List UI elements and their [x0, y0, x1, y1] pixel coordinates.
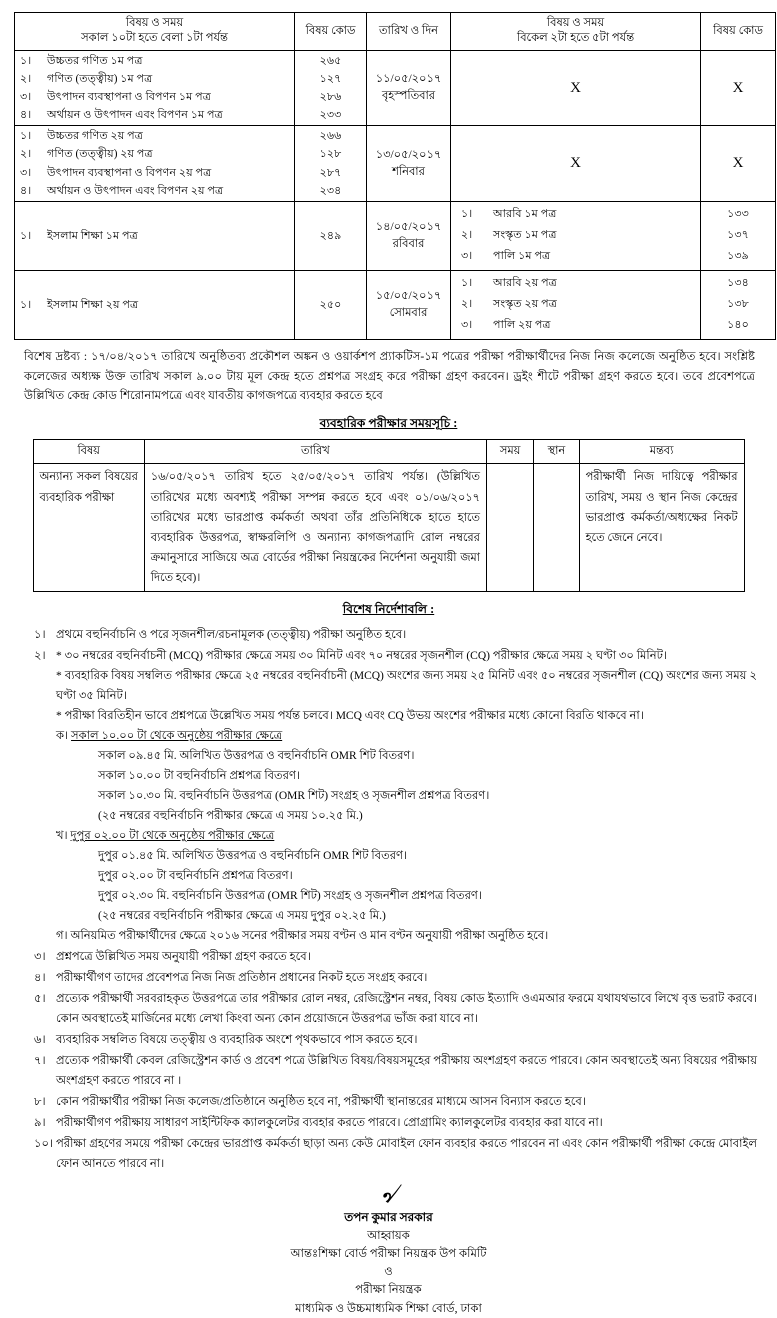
instruction-text: প্রত্যেক পরীক্ষার্থী সরবরাহকৃত উত্তরপত্রে তার পরীক্ষার রোল নম্বর, রেজিস্ট্রেশন নম্বর, বিষয় কোড ইত্যাদি ওএমআর ফরমে যথাযথভাবে লিখে বৃত্ত ভরাট করবে। কোন অবস্থাতেই মার্জিনের মধ্যে লেখা কিংবা অন্য কোন প্রয়োজনে উত্তরপত্র ভাঁজ করা যাবে না।: [56, 992, 757, 1025]
routine-table-row: [15, 201, 776, 270]
header-afternoon-line1: বিষয় ও সময়: [546, 17, 605, 29]
practical-header-remark: মন্তব্য: [579, 440, 744, 464]
routine-table-row: [15, 126, 776, 202]
instruction-body: [56, 1092, 757, 1112]
morning-subject-item: [15, 296, 294, 314]
subject-code: ২৩৪: [319, 184, 342, 197]
instruction-number: ৯।: [34, 1116, 46, 1129]
exam-date: ১৩/০৫/২০১৭: [375, 148, 442, 161]
practical-cell-subject: অন্যান্য সকল বিষয়ের ব্যবহারিক পরীক্ষা: [33, 464, 144, 592]
subject-name: গণিত (তত্ত্বীয়) ১ম পত্র: [47, 72, 153, 85]
instruction-body: [56, 1030, 757, 1050]
routine-cell-morning-codes: [295, 126, 367, 202]
instruction-item: [22, 947, 757, 967]
instruction-text: পরীক্ষা গ্রহণের সময়ে পরীক্ষা কেন্দ্রের ভারপ্রাপ্ত কর্মকর্তা ছাড়া অন্য কেউ মোবাইল ফোন ব্যবহার করতে পারবেন না এবং কোন পরীক্ষার্থী পরীক্ষা কেন্দ্রে মোবাইল ফোন আনতে পারবে না।: [56, 1137, 757, 1170]
morning-subject-item: [15, 164, 294, 182]
instruction-item: [22, 968, 757, 988]
instruction-number: ৩।: [34, 950, 46, 963]
morning-subject-item: [15, 145, 294, 163]
subject-serial: ৩।: [461, 319, 473, 332]
instruction-text: পরীক্ষার্থীগণ তাদের প্রবেশপত্র নিজ নিজ প্রতিষ্ঠান প্রধানের নিকট হতে সংগ্রহ করবে।: [56, 971, 428, 984]
subject-code: ১২৮: [319, 148, 342, 161]
routine-cell-morning-codes: [295, 50, 367, 126]
practical-header-time: সময়: [486, 440, 533, 464]
instruction-number: ১০।: [34, 1137, 54, 1150]
practical-cell-time: [486, 464, 533, 592]
subject-name: সংস্কৃত ১ম পত্র: [493, 229, 557, 242]
instruction-item: [22, 1134, 757, 1174]
exam-day: শনিবার: [392, 165, 425, 178]
routine-cell-morning-subjects: [15, 201, 295, 270]
routine-header-row: [15, 13, 776, 51]
instruction-sub-detail: দুপুর ০২.০০ টা বহুনির্বাচনি প্রশ্নপত্র বিতরণ।: [98, 869, 293, 882]
routine-table-row: [15, 270, 776, 339]
subject-code: ২৪৯: [319, 229, 342, 242]
subject-name: ইসলাম শিক্ষা ১ম পত্র: [47, 229, 138, 242]
practical-header-row: [33, 440, 744, 464]
routine-table: [14, 12, 776, 340]
subject-code: ২৬৫: [319, 54, 342, 67]
instruction-number: ২।: [34, 649, 46, 662]
instruction-sub-note: * ব্যবহারিক বিষয় সম্বলিত পরীক্ষার ক্ষেত্রে ২৫ নম্বরের বহুনির্বাচনী (MCQ) অংশের জন্য সময় ২৫ মিনিট এবং ৫০ নম্বরের সৃজনশীল (CQ) অংশের জন্য সময় ২ ঘণ্টা ৩৫ মিনিট।: [56, 669, 757, 702]
instruction-sub-detail: সকাল ০৯.৪৫ মি. অলিখিত উত্তরপত্র ও বহুনির্বাচনি OMR শিট বিতরণ।: [98, 749, 415, 762]
instruction-text: কোন পরীক্ষার্থীর পরীক্ষা নিজ কলেজ/প্রতিষ্ঠানে অনুষ্ঠিত হবে না, পরীক্ষার্থী স্থানান্তরের মাধ্যমে আসন বিন্যাস করতে হবে।: [56, 1095, 586, 1108]
handwritten-signature-icon: ৵: [380, 1176, 397, 1210]
instruction-body: [56, 1134, 757, 1174]
instruction-sub-detail: (২৫ নম্বরের বহুনির্বাচনি পরীক্ষার ক্ষেত্রে এ সময় দুপুর ০২.২৫ মি.): [98, 909, 386, 922]
routine-cell-date: [367, 126, 451, 202]
routine-table-row: [15, 50, 776, 126]
subject-serial: ১।: [20, 229, 32, 242]
exam-date: ১১/০৫/২০১৭: [375, 72, 442, 85]
exam-day: সোমবার: [389, 306, 428, 319]
practical-cell-date: ১৬/০৫/২০১৭ তারিখ হতে ২৫/০৫/২০১৭ তারিখ পর্যন্ত। (উল্লিখিত তারিখের মধ্যে অবশ্যই পরীক্ষা সম্পন্ন করতে হবে এবং ০১/০৬/২০১৭ তারিখের মধ্যে ভারপ্রাপ্ত কর্মকর্তা অথবা তাঁর প্রতিনিধিকে হাতে হাতে ব্যবহারিক উত্তরপত্র, স্বাক্ষরলিপি ও অন্যান্য কাগজপত্রাদি রোল নম্বরের ক্রমানুসারে সাজিয়ে অত্র বোর্ডের পরীক্ষা নিয়ন্ত্রকের নির্দেশনা অনুযায়ী জমা দিতে হবে)।: [144, 464, 486, 592]
instruction-number: ৮।: [34, 1095, 46, 1108]
instruction-sub-detail: দুপুর ০২.৩০ মি. বহুনির্বাচনি উত্তরপত্র (OMR শিট) সংগ্রহ ও সৃজনশীল প্রশ্নপত্র বিতরণ।: [98, 889, 482, 902]
subject-name: সংস্কৃত ২য় পত্র: [493, 298, 557, 311]
instruction-number: ৫।: [34, 992, 46, 1005]
routine-cell-afternoon-subjects: [451, 201, 701, 270]
routine-cell-afternoon-code-none: X: [701, 50, 776, 126]
morning-subject-item: [15, 70, 294, 88]
instruction-body: [56, 968, 757, 988]
header-subject-code-left: বিষয় কোড: [295, 13, 367, 51]
signatory-title-4: মাধ্যমিক ও উচ্চমাধ্যমিক শিক্ষা বোর্ড, ঢাকা: [295, 1301, 482, 1315]
instruction-sub-heading: [56, 726, 757, 746]
subject-name: উচ্চতর গণিত ১ম পত্র: [47, 54, 143, 67]
practical-header-place: স্থান: [534, 440, 579, 464]
instruction-text: ব্যবহারিক সম্বলিত বিষয়ে তত্ত্বীয় ও ব্যবহারিক অংশে পৃথকভাবে পাস করতে হবে।: [56, 1033, 418, 1046]
instruction-item: [22, 1092, 757, 1112]
routine-cell-afternoon-codes: [701, 270, 776, 339]
instruction-item: [22, 646, 757, 946]
exam-date: ১৪/০৫/২০১৭: [375, 220, 442, 233]
subject-serial: ১।: [461, 207, 473, 220]
subject-serial: ১।: [20, 298, 32, 311]
subject-code: ১৩৪: [727, 276, 749, 289]
routine-table-body: [15, 50, 776, 339]
practical-table-row: [33, 464, 744, 592]
subject-name: গণিত (তত্ত্বীয়) ২য় পত্র: [47, 148, 153, 161]
morning-subject-item: [15, 227, 294, 245]
subject-serial: ৩।: [20, 166, 32, 179]
morning-subject-list: [15, 126, 294, 201]
instructions-heading-text: বিশেষ নির্দেশাবলি :: [342, 601, 435, 616]
instruction-item: [22, 625, 757, 645]
practical-header-subject: বিষয়: [33, 440, 144, 464]
subject-name: উৎপাদন ব্যবস্থাপনা ও বিপণন ১ম পত্র: [47, 91, 211, 104]
signatory-title-1: আহ্বায়ক: [367, 1228, 410, 1242]
instruction-sub-label: খ।: [56, 829, 71, 842]
afternoon-subject-item: [451, 315, 700, 336]
morning-subject-item: [15, 127, 294, 145]
subject-serial: ২।: [461, 298, 473, 311]
instruction-sub-detail: (২৫ নম্বরের বহুনির্বাচনি পরীক্ষার ক্ষেত্রে এ সময় ১০.২৫ মি.): [98, 809, 363, 822]
exam-date: ১৫/০৫/২০১৭: [375, 289, 442, 302]
practical-header-date: তারিখ: [144, 440, 486, 464]
routine-cell-date: [367, 270, 451, 339]
routine-cell-morning-codes: [295, 270, 367, 339]
subject-code: ১৩৩: [727, 207, 749, 220]
special-note: বিশেষ দ্রষ্টব্য : ১৭/০৪/২০১৭ তারিখে অনুষ্ঠিতব্য প্রকৌশল অঙ্কন ও ওয়ার্কশপ প্র্যাকটিস-১ম পত্রের পরীক্ষা পরীক্ষার্থীদের নিজ নিজ কলেজে অনুষ্ঠিত হবে। সংশ্লিষ্ট কলেজের অধ্যক্ষ উক্ত তারিখ সকাল ৯.০০ টায় মূল কেন্দ্র হতে প্রশ্নপত্র সংগ্রহ করে পরীক্ষা গ্রহণ করবেন। ড্রইং শীটে পরীক্ষা গ্রহণ করতে হবে। তবে প্রবেশপত্রে উল্লিখিত কেন্দ্র কোড শিরোনামপত্রে এবং যাবতীয় কাগজপত্রে ব্যবহার করতে হবে: [24, 349, 755, 403]
instruction-body: [56, 646, 757, 946]
subject-serial: ৪।: [20, 109, 32, 122]
header-date-day: তারিখ ও দিন: [367, 13, 451, 51]
subject-serial: ৩।: [461, 250, 473, 263]
afternoon-subject-list: [451, 202, 700, 270]
instruction-text: প্রত্যেক পরীক্ষার্থী কেবল রেজিস্ট্রেশন কার্ড ও প্রবেশ পত্রে উল্লিখিত বিষয়/বিষয়সমূহের পরীক্ষায় অংশগ্রহণ করতে পারবে। কোন অবস্থাতেই অন্য বিষয়ের পরীক্ষায় অংশগ্রহণ করতে পারবে না ।: [56, 1054, 757, 1087]
practical-table-body: [33, 464, 744, 592]
instruction-sub-heading-text: সকাল ১০.০০ টা থেকে অনুষ্ঠেয় পরীক্ষার ক্ষেত্রে: [71, 729, 283, 742]
instruction-sub-heading-text: দুপুর ০২.০০ টা থেকে অনুষ্ঠেয় পরীক্ষার ক্ষেত্রে: [70, 829, 275, 842]
routine-cell-afternoon-codes: [701, 201, 776, 270]
subject-serial: ৪।: [20, 184, 32, 197]
subject-code: ২৬৬: [319, 130, 342, 143]
morning-subject-list: [15, 226, 294, 246]
routine-cell-afternoon-code-none: X: [701, 126, 776, 202]
subject-name: অর্থায়ন ও উৎপাদন এবং বিপণন ২য় পত্র: [47, 184, 224, 197]
afternoon-subject-item: [451, 273, 700, 294]
morning-subject-list: [15, 51, 294, 126]
instruction-sub-label: ক।: [56, 729, 72, 742]
routine-cell-morning-subjects: [15, 50, 295, 126]
signature-block: [14, 1176, 763, 1318]
instruction-sub-note: * পরীক্ষা বিরতিহীন ভাবে প্রশ্নপত্রে উল্লেখিত সময় পর্যন্ত চলবে। MCQ এবং CQ উভয় অংশের পরীক্ষার মধ্যে কোনো বিরতি থাকবে না।: [56, 709, 644, 722]
instruction-item: [22, 1113, 757, 1133]
subject-code: ১৪০: [727, 319, 749, 332]
subject-code: ২৮৬: [319, 91, 342, 104]
instruction-sub-heading: [56, 826, 757, 846]
practical-schedule-heading-text: ব্যবহারিক পরীক্ষার সময়সূচি :: [319, 416, 458, 431]
practical-table-header: [33, 440, 744, 464]
morning-subject-item: [15, 182, 294, 200]
subject-name: আরবি ২য় পত্র: [493, 276, 557, 289]
instruction-body: [56, 1113, 757, 1133]
afternoon-subject-item: [451, 204, 700, 225]
subject-code: ২৮৭: [319, 166, 342, 179]
signatory-conjunction: ও: [384, 1265, 393, 1279]
routine-cell-date: [367, 50, 451, 126]
subject-serial: ২।: [461, 229, 473, 242]
morning-subject-item: [15, 52, 294, 70]
instruction-sub-item: গ। অনিয়মিত পরীক্ষার্থীদের ক্ষেত্রে ২০১৬ সনের পরীক্ষার সময় বণ্টন ও মান বণ্টন অনুযায়ী পরীক্ষা অনুষ্ঠিত হবে।: [56, 929, 549, 942]
subject-serial: ৩।: [20, 91, 32, 104]
subject-name: আরবি ১ম পত্র: [493, 207, 557, 220]
signatory-name: তপন কুমার সরকার: [344, 1209, 433, 1224]
afternoon-subject-item: [451, 246, 700, 267]
subject-name: পালি ১ম পত্র: [493, 250, 551, 263]
header-subject-code-right: বিষয় কোড: [701, 13, 776, 51]
instructions-heading: [14, 601, 763, 621]
practical-table: [33, 439, 745, 592]
instruction-sub-detail: সকাল ১০.০০ টা বহুনির্বাচনি প্রশ্নপত্র বিতরণ।: [98, 769, 301, 782]
routine-cell-afternoon-none: X: [451, 126, 701, 202]
routine-cell-date: [367, 201, 451, 270]
instruction-item: [22, 1051, 757, 1091]
morning-subject-list: [15, 295, 294, 315]
instruction-body: [56, 625, 757, 645]
routine-cell-morning-codes: [295, 201, 367, 270]
routine-cell-afternoon-subjects: [451, 270, 701, 339]
subject-serial: ১।: [20, 130, 32, 143]
subject-name: ইসলাম শিক্ষা ২য় পত্র: [47, 298, 139, 311]
routine-cell-morning-subjects: [15, 126, 295, 202]
morning-subject-item: [15, 88, 294, 106]
instruction-number: ১।: [34, 628, 46, 641]
header-afternoon-subject-time: [451, 13, 701, 51]
instruction-number: ৬।: [34, 1033, 46, 1046]
subject-serial: ২।: [20, 72, 32, 85]
instruction-text: পরীক্ষার্থীগণ পরীক্ষায় সাধারণ সাইন্টিফিক ক্যালকুলেটর ব্যবহার করতে পারবে। প্রোগ্রামিং ক্যালকুলেটর ব্যবহার করা যাবে না।: [56, 1116, 603, 1129]
subject-code: ১৩৯: [727, 250, 749, 263]
header-afternoon-line2: বিকেল ২টা হতে ৫টা পর্যন্ত: [516, 32, 635, 45]
exam-day: বৃহস্পতিবার: [381, 90, 436, 103]
subject-name: উচ্চতর গণিত ২য় পত্র: [47, 130, 143, 143]
header-morning-line2: সকাল ১০টা হতে বেলা ১টা পর্যন্ত: [81, 32, 228, 45]
subject-code: ২৫০: [319, 298, 342, 311]
signatory-title-3: পরীক্ষা নিয়ন্ত্রক: [355, 1283, 422, 1297]
afternoon-subject-item: [451, 225, 700, 246]
instruction-text: * ৩০ নম্বরের বহুনির্বাচনী (MCQ) পরীক্ষার ক্ষেত্রে সময় ৩০ মিনিট এবং ৭০ নম্বরের সৃজনশীল (CQ) পরীক্ষার ক্ষেত্রে সময় ২ ঘণ্টা ৩০ মিনিট।: [56, 649, 667, 662]
routine-cell-afternoon-none: X: [451, 50, 701, 126]
routine-cell-morning-subjects: [15, 270, 295, 339]
instruction-sub-detail: সকাল ১০.৩০ মি. বহুনির্বাচনি উত্তরপত্র (OMR শিট) সংগ্রহ ও সৃজনশীল প্রশ্নপত্র বিতরণ।: [98, 789, 490, 802]
subject-name: উৎপাদন ব্যবস্থাপনা ও বিপণন ২য় পত্র: [47, 166, 212, 179]
instruction-sub-detail: দুপুর ০১.৪৫ মি. অলিখিত উত্তরপত্র ও বহুনির্বাচনি OMR শিট বিতরণ।: [98, 849, 408, 862]
instruction-text: প্রশ্নপত্রে উল্লিখিত সময় অনুযায়ী পরীক্ষা গ্রহণ করতে হবে।: [56, 950, 311, 963]
subject-serial: ২।: [20, 148, 32, 161]
instruction-text: প্রথমে বহুনির্বাচনি ও পরে সৃজনশীল/রচনামূলক (তত্ত্বীয়) পরীক্ষা অনুষ্ঠিত হবে।: [56, 628, 407, 641]
header-morning-line1: বিষয় ও সময়: [125, 17, 184, 29]
subject-serial: ১।: [461, 276, 473, 289]
subject-code: ২৩৩: [319, 109, 342, 122]
subject-code: ১৩৮: [727, 298, 749, 311]
instruction-number: ৭।: [34, 1054, 46, 1067]
practical-cell-remark: পরীক্ষার্থী নিজ দায়িত্বে পরীক্ষার তারিখ, সময় ও স্থান নিজ কেন্দ্রের ভারপ্রাপ্ত কর্মকর্তা/অধ্যক্ষের নিকট হতে জেনে নেবে।: [579, 464, 744, 592]
instruction-body: [56, 947, 757, 967]
signatory-title-2: আন্তঃশিক্ষা বোর্ড পরীক্ষা নিয়ন্ত্রক উপ কমিটি: [290, 1246, 487, 1260]
instruction-body: [56, 1051, 757, 1091]
afternoon-subject-list: [451, 271, 700, 339]
subject-name: অর্থায়ন ও উৎপাদন এবং বিপণন ১ম পত্র: [47, 109, 223, 122]
header-morning-subject-time: [15, 13, 295, 51]
afternoon-subject-item: [451, 294, 700, 315]
instruction-body: [56, 989, 757, 1029]
instruction-item: [22, 989, 757, 1029]
subject-serial: ১।: [20, 54, 32, 67]
subject-name: পালি ২য় পত্র: [493, 319, 551, 332]
morning-subject-item: [15, 106, 294, 124]
subject-code: ১২৭: [319, 72, 342, 85]
subject-code: ১৩৭: [727, 229, 749, 242]
instruction-number: ৪।: [34, 971, 46, 984]
instruction-item: [22, 1030, 757, 1050]
exam-day: রবিবার: [392, 237, 425, 250]
practical-cell-place: [534, 464, 579, 592]
routine-table-header: [15, 13, 776, 51]
instructions-list: [14, 625, 763, 1174]
practical-schedule-heading: [14, 415, 763, 435]
